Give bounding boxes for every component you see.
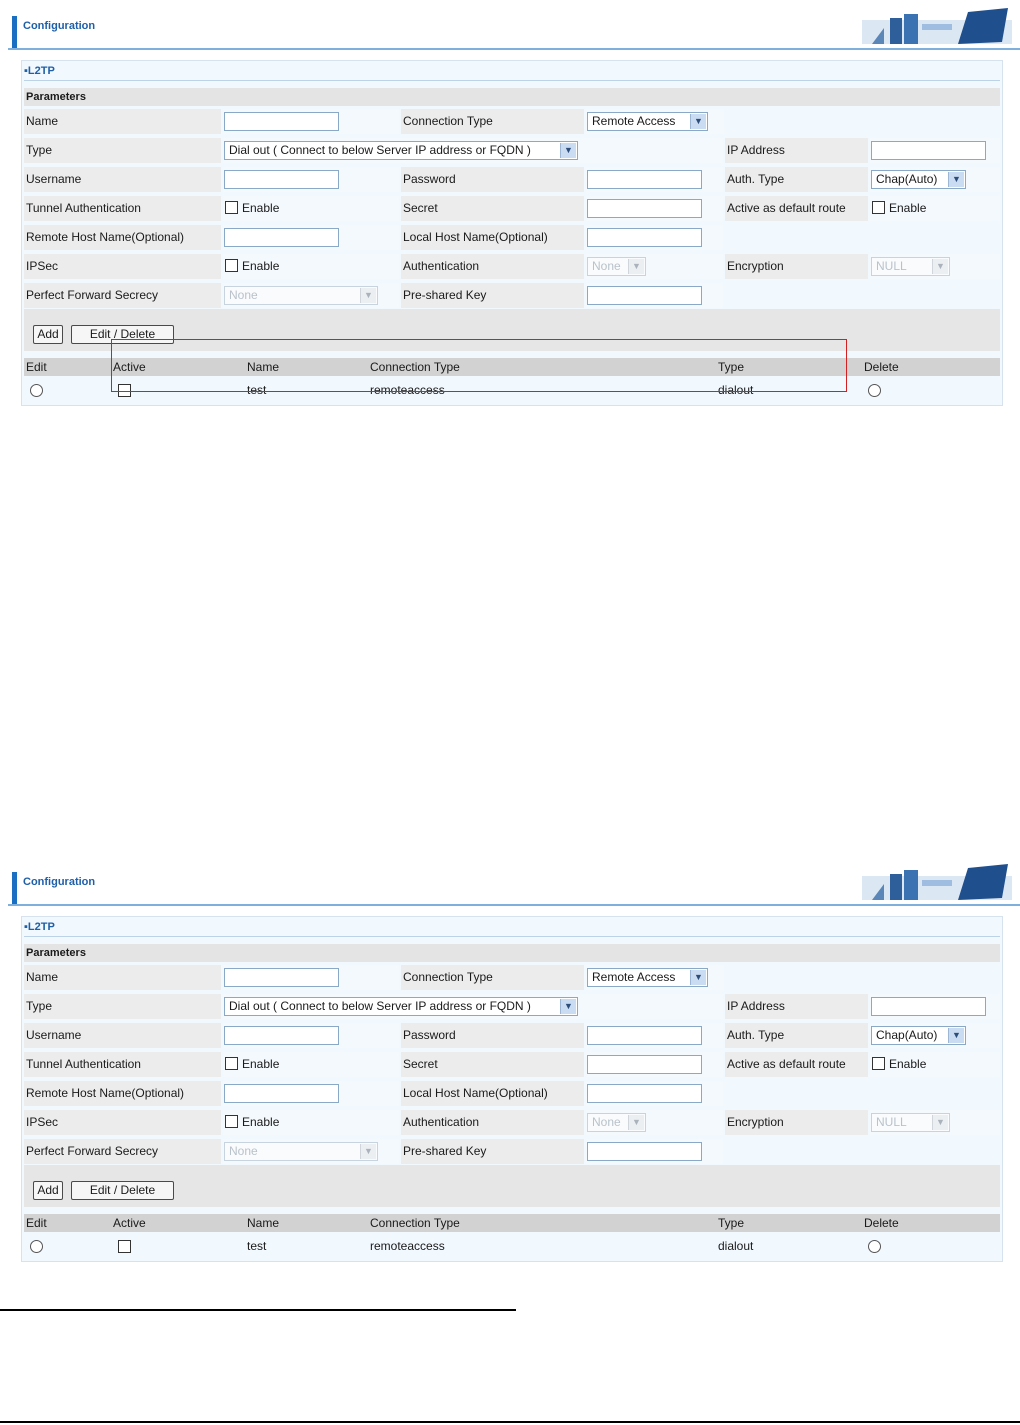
header-divider (8, 904, 1020, 906)
name-cell (223, 965, 399, 990)
page-header (8, 6, 1020, 48)
remote-host-label: Remote Host Name(Optional) (24, 1081, 221, 1106)
l2tp-panel (21, 916, 1003, 1262)
pfs-cell (223, 283, 399, 308)
username-cell (223, 1023, 399, 1048)
psk-input[interactable] (587, 286, 702, 305)
page-title: Configuration (23, 876, 96, 888)
row-username (24, 1022, 1000, 1049)
ipsec-checkbox[interactable] (225, 259, 238, 272)
row-type-value: dialout (718, 1239, 754, 1253)
pfs-value: None (229, 1144, 258, 1158)
tunnel-auth-cell (223, 196, 399, 221)
tunnel-auth-cell (223, 1052, 399, 1077)
authentication-value: None (592, 1115, 621, 1129)
connection-type-select[interactable] (587, 968, 708, 987)
edit-radio[interactable] (30, 384, 43, 397)
parameters-heading: Parameters (24, 88, 1000, 106)
secret-cell (586, 1052, 723, 1077)
pfs-select[interactable] (224, 286, 378, 305)
authentication-cell (586, 254, 723, 279)
encryption-cell (870, 254, 1000, 279)
ipsec-cell (223, 1110, 399, 1135)
edit-radio[interactable] (30, 1240, 43, 1253)
chevron-down-icon: ▼ (690, 114, 706, 129)
auth-type-cell (870, 167, 1000, 192)
type-select[interactable] (224, 997, 578, 1016)
ip-address-label: IP Address (725, 994, 868, 1019)
password-cell (586, 1023, 723, 1048)
ip-address-input[interactable] (871, 997, 986, 1016)
row-host-names (24, 224, 1000, 251)
footnote-rule (0, 1309, 516, 1311)
authentication-value: None (592, 259, 621, 273)
auth-type-value: Chap(Auto) (876, 172, 938, 186)
row-connection-type-value: remoteaccess (370, 383, 445, 397)
add-button[interactable]: Add (33, 325, 63, 344)
row-type (24, 993, 1000, 1020)
local-host-label: Local Host Name(Optional) (401, 1081, 584, 1106)
section-divider (24, 936, 1000, 937)
secret-input[interactable] (587, 199, 702, 218)
col-active: Active (113, 360, 146, 374)
ip-address-input[interactable] (871, 141, 986, 160)
secret-label: Secret (401, 1052, 584, 1077)
remote-host-label: Remote Host Name(Optional) (24, 225, 221, 250)
ipsec-enable-label: Enable (242, 1115, 280, 1129)
col-edit: Edit (26, 1216, 47, 1230)
psk-input[interactable] (587, 1142, 702, 1161)
tunnel-auth-checkbox[interactable] (225, 1057, 238, 1070)
username-input[interactable] (224, 170, 339, 189)
chevron-down-icon: ▼ (560, 143, 576, 158)
row-username (24, 166, 1000, 193)
row-ipsec (24, 1109, 1000, 1136)
row-type-value: dialout (718, 383, 754, 397)
name-cell (223, 109, 399, 134)
encryption-label: Encryption (725, 1110, 868, 1135)
table-row (24, 1235, 1000, 1257)
row-name-value: test (247, 1239, 267, 1253)
row-pfs (24, 282, 1000, 309)
ipsec-checkbox[interactable] (225, 1115, 238, 1128)
auth-type-value: Chap(Auto) (876, 1028, 938, 1042)
header-accent-bar (12, 16, 17, 48)
header-accent-bar (12, 872, 17, 904)
col-active: Active (113, 1216, 146, 1230)
authentication-label: Authentication (401, 254, 584, 279)
authentication-label: Authentication (401, 1110, 584, 1135)
username-cell (223, 167, 399, 192)
row-connection-type-value: remoteaccess (370, 1239, 445, 1253)
edit-delete-button[interactable]: Edit / Delete (71, 325, 174, 344)
local-host-cell (586, 1081, 723, 1106)
ip-address-cell (870, 994, 1000, 1019)
remote-host-input[interactable] (224, 228, 339, 247)
encryption-value: NULL (876, 259, 907, 273)
chevron-down-icon: ▼ (628, 1115, 644, 1130)
type-value: Dial out ( Connect to below Server IP address or FQDN ) (229, 143, 531, 157)
username-label: Username (24, 1023, 221, 1048)
encryption-select[interactable] (871, 1113, 950, 1132)
name-label: Name (24, 965, 221, 990)
row-tunnel-auth (24, 1051, 1000, 1078)
password-label: Password (401, 167, 584, 192)
auth-type-label: Auth. Type (725, 167, 868, 192)
table-header (24, 1214, 1000, 1232)
col-name: Name (247, 1216, 280, 1230)
parameters-heading: Parameters (24, 944, 1000, 962)
row-pfs (24, 1138, 1000, 1165)
row-host-names (24, 1080, 1000, 1107)
ipsec-enable-label: Enable (242, 259, 280, 273)
header-logo-art (862, 8, 1012, 48)
col-delete: Delete (864, 1216, 899, 1230)
default-route-enable-label: Enable (889, 1057, 927, 1071)
connection-type-select[interactable] (587, 112, 708, 131)
password-input[interactable] (587, 170, 702, 189)
chevron-down-icon: ▼ (628, 259, 644, 274)
col-name: Name (247, 360, 280, 374)
auth-type-cell (870, 1023, 1000, 1048)
chevron-down-icon: ▼ (948, 1028, 964, 1043)
default-route-label: Active as default route (725, 1052, 868, 1077)
col-type: Type (718, 360, 745, 374)
section-title[interactable]: ▪L2TP (24, 921, 55, 933)
edit-delete-button[interactable]: Edit / Delete (71, 1181, 174, 1200)
default-route-label: Active as default route (725, 196, 868, 221)
type-label: Type (24, 138, 221, 163)
connection-type-cell (586, 965, 724, 990)
username-label: Username (24, 167, 221, 192)
row-type (24, 137, 1000, 164)
chevron-down-icon: ▼ (948, 172, 964, 187)
remote-host-cell (223, 1081, 399, 1106)
default-route-enable-label: Enable (889, 201, 927, 215)
chevron-down-icon: ▼ (932, 259, 948, 274)
name-input[interactable] (224, 968, 339, 987)
col-edit: Edit (26, 360, 47, 374)
add-button[interactable]: Add (33, 1181, 63, 1200)
psk-label: Pre-shared Key (401, 283, 584, 308)
authentication-cell (586, 1110, 723, 1135)
page-bottom-rule (0, 1421, 1020, 1423)
row-name-value: test (247, 383, 267, 397)
section-divider (24, 80, 1000, 81)
name-input[interactable] (224, 112, 339, 131)
connection-type-label: Connection Type (401, 965, 584, 990)
button-bar (24, 1165, 1000, 1207)
type-cell (223, 138, 723, 163)
auth-type-select[interactable] (871, 1026, 966, 1045)
password-label: Password (401, 1023, 584, 1048)
secret-label: Secret (401, 196, 584, 221)
default-route-checkbox[interactable] (872, 201, 885, 214)
col-connection-type: Connection Type (370, 1216, 460, 1230)
ip-address-cell (870, 138, 1000, 163)
encryption-cell (870, 1110, 1000, 1135)
pfs-cell (223, 1139, 399, 1164)
local-host-input[interactable] (587, 1084, 702, 1103)
pfs-select[interactable] (224, 1142, 378, 1161)
psk-cell (586, 1139, 723, 1164)
password-cell (586, 167, 723, 192)
header-divider (8, 48, 1020, 50)
connection-type-label: Connection Type (401, 109, 584, 134)
ipsec-cell (223, 254, 399, 279)
ipsec-label: IPSec (24, 254, 221, 279)
default-route-cell (870, 196, 1000, 221)
type-value: Dial out ( Connect to below Server IP address or FQDN ) (229, 999, 531, 1013)
local-host-label: Local Host Name(Optional) (401, 225, 584, 250)
row-tunnel-auth (24, 195, 1000, 222)
username-input[interactable] (224, 1026, 339, 1045)
name-label: Name (24, 109, 221, 134)
type-label: Type (24, 994, 221, 1019)
tunnel-auth-checkbox[interactable] (225, 201, 238, 214)
section-title[interactable]: ▪L2TP (24, 65, 55, 77)
pfs-label: Perfect Forward Secrecy (24, 1139, 221, 1164)
chevron-down-icon: ▼ (560, 999, 576, 1014)
chevron-down-icon: ▼ (932, 1115, 948, 1130)
ip-address-label: IP Address (725, 138, 868, 163)
tunnel-auth-label: Tunnel Authentication (24, 1052, 221, 1077)
default-route-cell (870, 1052, 1000, 1077)
authentication-select[interactable] (587, 257, 646, 276)
page-header (8, 862, 1020, 904)
highlight-box (111, 339, 847, 392)
remote-host-cell (223, 225, 399, 250)
delete-radio[interactable] (868, 1240, 881, 1253)
connection-type-value: Remote Access (592, 970, 676, 984)
row-name (24, 108, 1000, 135)
tunnel-auth-label: Tunnel Authentication (24, 196, 221, 221)
col-connection-type: Connection Type (370, 360, 460, 374)
psk-cell (586, 283, 723, 308)
password-input[interactable] (587, 1026, 702, 1045)
local-host-input[interactable] (587, 228, 702, 247)
col-type: Type (718, 1216, 745, 1230)
ipsec-label: IPSec (24, 1110, 221, 1135)
page-title: Configuration (23, 20, 96, 32)
secret-cell (586, 196, 723, 221)
delete-radio[interactable] (868, 384, 881, 397)
connection-type-cell (586, 109, 724, 134)
pfs-label: Perfect Forward Secrecy (24, 283, 221, 308)
col-delete: Delete (864, 360, 899, 374)
secret-input[interactable] (587, 1055, 702, 1074)
local-host-cell (586, 225, 723, 250)
config-screenshot-bottom (8, 856, 1020, 1276)
encryption-select[interactable] (871, 257, 950, 276)
authentication-select[interactable] (587, 1113, 646, 1132)
default-route-checkbox[interactable] (872, 1057, 885, 1070)
row-name (24, 964, 1000, 991)
remote-host-input[interactable] (224, 1084, 339, 1103)
type-cell (223, 994, 723, 1019)
type-select[interactable] (224, 141, 578, 160)
connection-type-value: Remote Access (592, 114, 676, 128)
encryption-value: NULL (876, 1115, 907, 1129)
chevron-down-icon: ▼ (690, 970, 706, 985)
tunnel-auth-enable-label: Enable (242, 201, 280, 215)
encryption-label: Encryption (725, 254, 868, 279)
pfs-value: None (229, 288, 258, 302)
active-checkbox[interactable] (118, 1240, 131, 1253)
chevron-down-icon: ▼ (360, 1144, 376, 1159)
chevron-down-icon: ▼ (360, 288, 376, 303)
header-logo-art (862, 864, 1012, 904)
tunnel-auth-enable-label: Enable (242, 1057, 280, 1071)
row-ipsec (24, 253, 1000, 280)
auth-type-label: Auth. Type (725, 1023, 868, 1048)
auth-type-select[interactable] (871, 170, 966, 189)
psk-label: Pre-shared Key (401, 1139, 584, 1164)
